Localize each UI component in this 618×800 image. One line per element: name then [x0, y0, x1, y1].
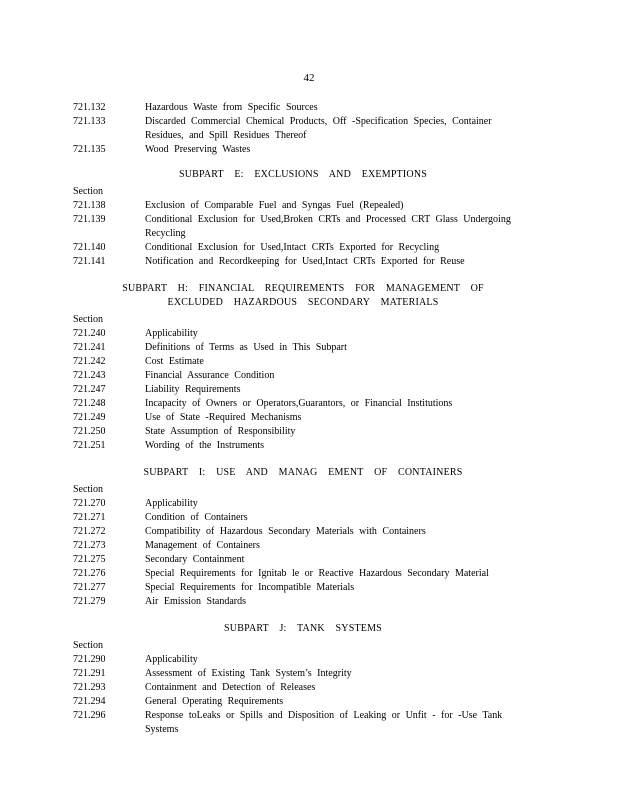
toc-row — [73, 681, 533, 695]
section-number: 721.135 — [73, 144, 106, 155]
section-title: Special Requirements for Incompatible Materials — [145, 582, 355, 593]
toc-row — [73, 667, 533, 681]
subpart-h-heading — [73, 282, 533, 310]
toc-row — [73, 101, 533, 115]
section-number: 721.277 — [73, 582, 106, 593]
section-title: Assessment of Existing Tank System’s Integrity — [145, 668, 352, 679]
section-title: Conditional Exclusion for Used,Broken CRTs and Processed CRT Glass Undergoing Recycling — [145, 214, 511, 239]
table-of-contents — [73, 101, 533, 737]
toc-row — [73, 397, 533, 411]
toc-row — [73, 695, 533, 709]
section-number: 721.250 — [73, 426, 106, 437]
section-title: Discarded Commercial Chemical Products, Off -Specification Species, Container Residues, and Spill Residues Thereof — [145, 116, 492, 141]
section-number: 721.248 — [73, 398, 106, 409]
toc-row — [73, 411, 533, 425]
section-title: Financial Assurance Condition — [145, 370, 275, 381]
section-title: Containment and Detection of Releases — [145, 682, 316, 693]
section-title: Conditional Exclusion for Used,Intact CRTs Exported for Recycling — [145, 242, 440, 253]
section-number: 721.279 — [73, 596, 106, 607]
section-number: 721.132 — [73, 102, 106, 113]
page-number: 42 — [303, 72, 315, 84]
section-number: 721.294 — [73, 696, 106, 707]
section-title: General Operating Requirements — [145, 696, 284, 707]
section-title: Liability Requirements — [145, 384, 241, 395]
section-number: 721.270 — [73, 498, 106, 509]
section-number: 721.275 — [73, 554, 106, 565]
toc-row — [73, 241, 533, 255]
toc-row — [73, 439, 533, 453]
section-number: 721.139 — [73, 214, 106, 225]
section-number: 721.273 — [73, 540, 106, 551]
toc-row — [73, 567, 533, 581]
section-number: 721.243 — [73, 370, 106, 381]
toc-row — [73, 539, 533, 553]
section-title: State Assumption of Responsibility — [145, 426, 296, 437]
section-title: Condition of Containers — [145, 512, 248, 523]
section-title: Air Emission Standards — [145, 596, 246, 607]
toc-row — [73, 383, 533, 397]
toc-row — [73, 341, 533, 355]
toc-row — [73, 143, 533, 157]
section-number: 721.141 — [73, 256, 106, 267]
toc-row — [73, 255, 533, 269]
section-label: Section — [73, 640, 103, 651]
section-number: 721.293 — [73, 682, 106, 693]
section-number: 721.290 — [73, 654, 106, 665]
toc-row — [73, 425, 533, 439]
toc-row — [73, 115, 533, 143]
section-title: Secondary Containment — [145, 554, 245, 565]
subpart-h-heading-line1: SUBPART H: FINANCIAL REQUIREMENTS FOR MANAGEMENT OF — [122, 283, 484, 294]
section-title: Response toLeaks or Spills and Disposition of Leaking or Unfit - for -Use Tank Systems — [145, 710, 503, 735]
subpart-h-heading-line2: EXCLUDED HAZARDOUS SECONDARY MATERIALS — [167, 297, 439, 308]
section-number: 721.241 — [73, 342, 106, 353]
section-title: Incapacity of Owners or Operators,Guarantors, or Financial Institutions — [145, 398, 453, 409]
section-title: Wood Preserving Wastes — [145, 144, 251, 155]
section-number: 721.296 — [73, 710, 106, 721]
section-title: Wording of the Instruments — [145, 440, 265, 451]
section-title: Cost Estimate — [145, 356, 204, 367]
section-label: Section — [73, 314, 103, 325]
toc-row — [73, 653, 533, 667]
toc-row — [73, 595, 533, 609]
toc-row — [73, 355, 533, 369]
toc-row — [73, 327, 533, 341]
toc-row — [73, 213, 533, 241]
toc-row — [73, 525, 533, 539]
section-label: Section — [73, 484, 103, 495]
section-number: 721.140 — [73, 242, 106, 253]
section-number: 721.251 — [73, 440, 106, 451]
section-title: Management of Containers — [145, 540, 260, 551]
section-number: 721.276 — [73, 568, 106, 579]
section-number: 721.247 — [73, 384, 106, 395]
section-title: Hazardous Waste from Specific Sources — [145, 102, 318, 113]
toc-row — [73, 709, 533, 737]
toc-row — [73, 199, 533, 213]
toc-row — [73, 369, 533, 383]
section-title: Applicability — [145, 498, 198, 509]
toc-row — [73, 553, 533, 567]
subpart-e-heading: SUBPART E: EXCLUSIONS AND EXEMPTIONS — [178, 169, 428, 180]
subpart-i-heading: SUBPART I: USE AND MANAG EMENT OF CONTAINERS — [143, 467, 463, 478]
section-title: Exclusion of Comparable Fuel and Syngas Fuel (Repealed) — [145, 200, 404, 211]
section-number: 721.242 — [73, 356, 106, 367]
section-title: Notification and Recordkeeping for Used,Intact CRTs Exported for Reuse — [145, 256, 465, 267]
section-title: Compatibility of Hazardous Secondary Materials with Containers — [145, 526, 426, 537]
section-title: Use of State -Required Mechanisms — [145, 412, 302, 423]
section-title: Definitions of Terms as Used in This Subpart — [145, 342, 347, 353]
section-number: 721.133 — [73, 116, 106, 127]
section-number: 721.291 — [73, 668, 106, 679]
top-section-list — [73, 101, 533, 157]
section-number: 721.272 — [73, 526, 106, 537]
section-number: 721.271 — [73, 512, 106, 523]
section-label: Section — [73, 186, 103, 197]
section-number: 721.240 — [73, 328, 106, 339]
subpart-j-heading: SUBPART J: TANK SYSTEMS — [224, 623, 382, 634]
toc-row — [73, 581, 533, 595]
section-title: Applicability — [145, 654, 198, 665]
section-title: Special Requirements for Ignitab le or Reactive Hazardous Secondary Material — [145, 568, 489, 579]
toc-row — [73, 511, 533, 525]
section-number: 721.249 — [73, 412, 106, 423]
section-number: 721.138 — [73, 200, 106, 211]
section-title: Applicability — [145, 328, 198, 339]
toc-row — [73, 497, 533, 511]
